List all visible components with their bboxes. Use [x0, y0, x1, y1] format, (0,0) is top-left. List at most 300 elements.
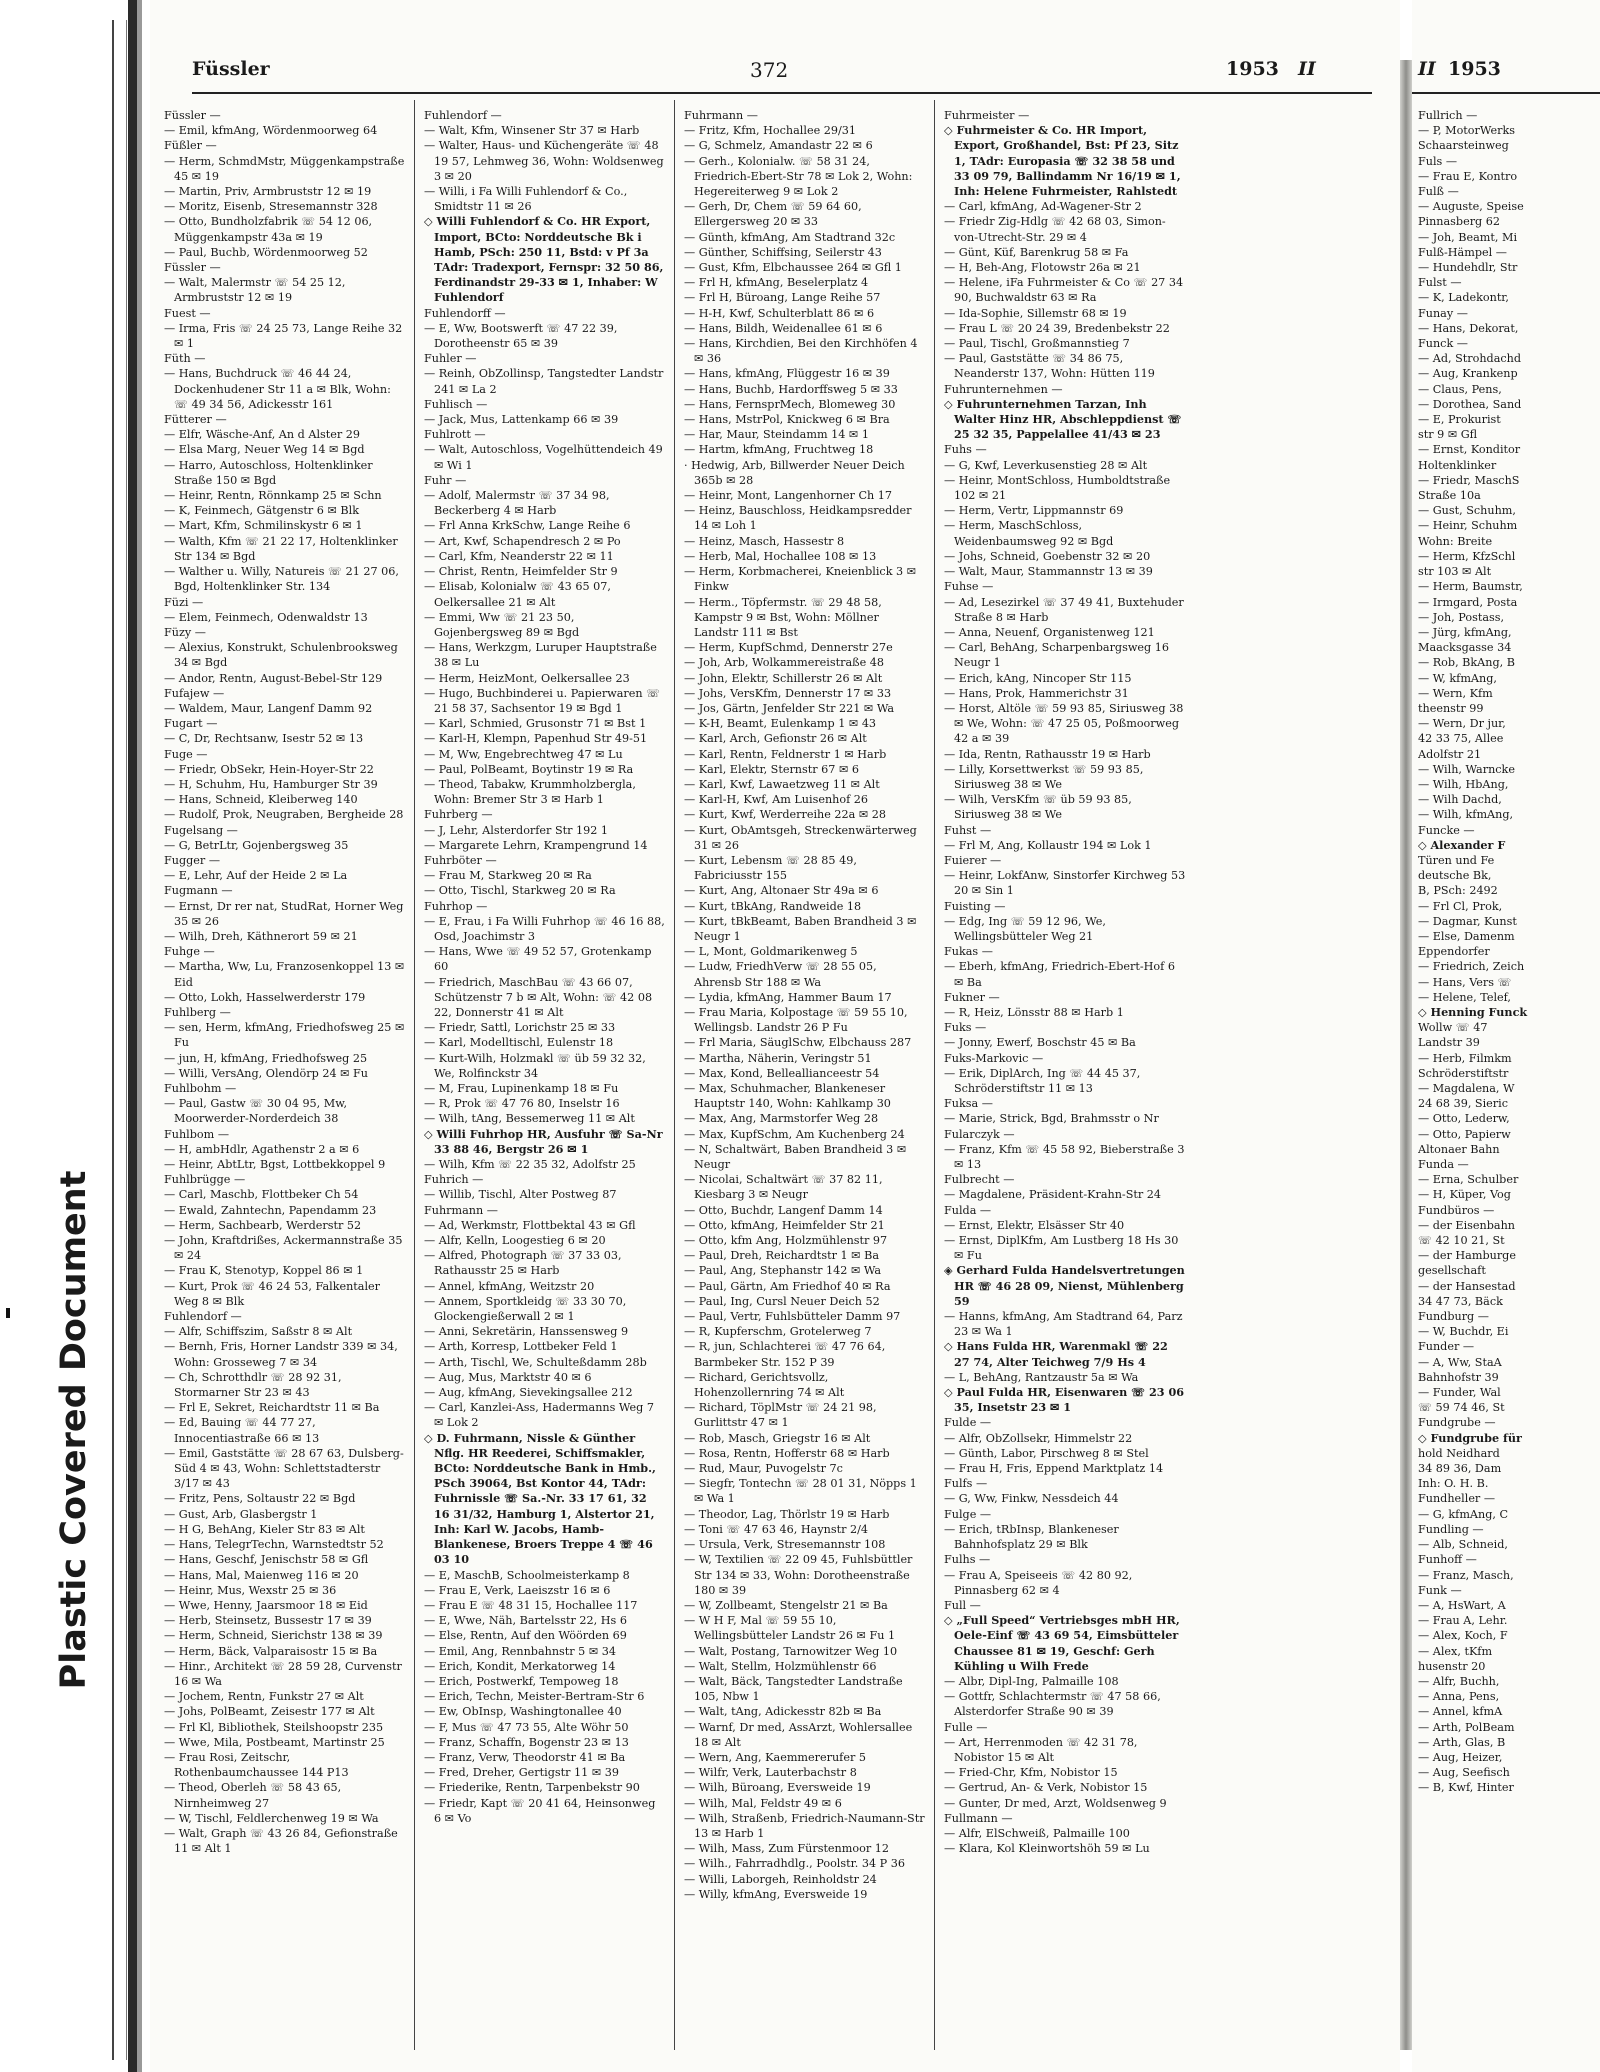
surname-heading: Fulle —	[944, 1720, 988, 1734]
directory-entry: — Walt, Graph ☏ 43 26 84, Gefionstraße 11 ✉ Alt 1	[164, 1826, 398, 1856]
directory-entry: — Rosa, Rentn, Hofferstr 68 ✉ Harb	[684, 1446, 890, 1460]
surname-heading: Fuhrmann —	[684, 109, 758, 122]
header-name: Füssler	[192, 58, 270, 80]
directory-entry: — Franz, Schaffn, Bogenstr 23 ✉ 13	[424, 1735, 629, 1749]
directory-entry: — Klara, Kol Kleinwortshöh 59 ✉ Lu	[944, 1842, 1150, 1856]
directory-entry: — F, Mus ☏ 47 73 55, Alte Wöhr 50	[424, 1720, 629, 1734]
directory-entry: — Günther, Schiffsing, Seilerstr 43	[684, 245, 882, 259]
surname-heading: Fuhlbrügge —	[164, 1173, 246, 1187]
surname-heading: Fuhrunternehmen —	[944, 382, 1063, 396]
directory-entry: 42 33 75, Allee	[1418, 732, 1504, 746]
column-divider	[674, 100, 675, 2050]
surname-heading: Fuhlbom —	[164, 1127, 230, 1141]
directory-entry: — Walt, Autoschloss, Vogelhüttendeich 49 ✉ Wi 1	[424, 443, 663, 472]
surname-heading: Fugmann —	[164, 884, 233, 898]
directory-entry: — Heinr, Mus, Wexstr 25 ✉ 36	[164, 1583, 337, 1597]
directory-entry: — Erna, Schulber	[1418, 1173, 1519, 1187]
directory-entry: — Paul, Ing, Cursl Neuer Deich 52	[684, 1294, 880, 1308]
directory-entry: — Irma, Fris ☏ 24 25 73, Lange Reihe 32 ✉ 1	[164, 321, 403, 351]
directory-entry: — Theod, Tabakw, Krummholzbergla, Wohn: Bremer Str 3 ✉ Harb 1	[424, 777, 636, 807]
directory-entry: — Paul, Gärtn, Am Friedhof 40 ✉ Ra	[684, 1279, 891, 1293]
directory-entry: — R, Prok ☏ 47 76 80, Inselstr 16	[424, 1097, 620, 1111]
directory-entry: — Max, Kond, Belleallianceestr 54	[684, 1066, 880, 1080]
header-rule	[192, 92, 1372, 94]
directory-entry: — Gerh, Dr, Chem ☏ 59 64 60, Ellergersweg 20 ✉ 33	[684, 200, 862, 229]
page-number: 372	[750, 58, 789, 82]
surname-heading: Füssler —	[164, 261, 221, 275]
directory-entry: — Wilh, VersKfm ☏ üb 59 93 85, Siriusweg 38 ✉ We	[944, 793, 1132, 822]
directory-entry: — H, Küper, Vog	[1418, 1188, 1511, 1202]
surname-heading: Fulß —	[1418, 185, 1459, 199]
directory-entry: — Aug, Heizer,	[1418, 1750, 1503, 1764]
directory-entry: — H, Beh-Ang, Flotowstr 26a ✉ 21	[944, 261, 1141, 275]
directory-entry: — Karl, Kwf, Lawaetzweg 11 ✉ Alt	[684, 777, 880, 791]
directory-entry: — Hans, Schneid, Kleiberweg 140	[164, 793, 358, 807]
firm-entry: ◇ Fuhrunternehmen Tarzan, Inh Walter Hinz HR, Abschleppdienst ☏ 25 32 35, Pappelallee 41/43 ✉ 23	[944, 396, 1182, 442]
directory-entry: — Herm, KupfSchmd, Dennerstr 27e	[684, 641, 893, 655]
directory-entry: gesellschaft	[1418, 1264, 1486, 1278]
surname-heading: Fundheller —	[1418, 1492, 1496, 1506]
directory-entry: — Kurt, ObAmtsgeh, Streckenwärterweg 31 ✉ 26	[684, 823, 917, 852]
directory-entry: — Lilly, Korsettwerkst ☏ 59 93 85, Siriusweg 38 ✉ We	[944, 762, 1144, 791]
directory-entry: — Karl, Modelltischl, Eulenstr 18	[424, 1036, 614, 1050]
directory-entry: — Otto, Lederw,	[1418, 1112, 1510, 1126]
directory-entry: — Wilh, Straßenb, Friedrich-Naumann-Str 13 ✉ Harb 1	[684, 1811, 925, 1840]
directory-entry: — Emmi, Ww ☏ 21 23 50, Gojenbergsweg 89 ✉ Bgd	[424, 610, 580, 639]
directory-entry: — Gertrud, An- & Verk, Nobistor 15	[944, 1781, 1148, 1795]
directory-entry: — Otto, Bundholzfabrik ☏ 54 12 06, Müggenkampstr 43a ✉ 19	[164, 215, 373, 244]
directory-entry: — Anni, Sekretärin, Hanssensweg 9	[424, 1325, 629, 1339]
directory-entry: Inh: O. H. B.	[1418, 1477, 1489, 1491]
directory-entry: — Kurt, Kwf, Werderreihe 22a ✉ 28	[684, 808, 887, 822]
side-label: Plastic Covered Document	[54, 1170, 94, 1690]
directory-entry: — Theodor, Lag, Thörlstr 19 ✉ Harb	[684, 1507, 890, 1521]
header-roman-next: II	[1418, 58, 1436, 80]
directory-entry: — Paul, Tischl, Großmannstieg 7	[944, 337, 1130, 351]
directory-entry: — Herm, Baumstr,	[1418, 580, 1523, 594]
directory-entry: — Frau Rosi, Zeitschr, Rothenbaumchaussee 144 P13	[164, 1750, 349, 1780]
directory-entry: — Carl, Kfm, Neanderstr 22 ✉ 11	[424, 549, 614, 563]
surname-heading: Funda —	[1418, 1158, 1469, 1172]
surname-heading: Fuhlrott —	[424, 428, 486, 442]
directory-entry: — Kurt, tBkBeamt, Baben Brandheid 3 ✉ Neugr 1	[684, 914, 917, 943]
surname-heading: Fufajew —	[164, 686, 225, 700]
directory-entry: — Hans, Buchb, Hardorffsweg 5 ✉ 33	[684, 382, 898, 396]
directory-entry: — Alfr, Buchh,	[1418, 1674, 1500, 1688]
directory-entry: — Ludw, FriedhVerw ☏ 28 55 05, Ahrensb Str 188 ✉ Wa	[684, 960, 877, 989]
directory-entry: — Martha, Ww, Lu, Franzosenkoppel 13 ✉ Eid	[164, 960, 405, 989]
directory-entry: — Herm, HeizMont, Oelkersallee 23	[424, 671, 630, 685]
directory-entry: — Frau H, Fris, Eppend Marktplatz 14	[944, 1462, 1164, 1476]
column-2	[424, 108, 666, 2068]
directory-entry: — Paul, Ang, Stephanstr 142 ✉ Wa	[684, 1264, 882, 1278]
directory-entry: — Hans, Wwe ☏ 49 52 57, Grotenkamp 60	[424, 945, 652, 974]
directory-entry: — Erik, DiplArch, Ing ☏ 44 45 37, Schröderstiftstr 11 ✉ 13	[944, 1066, 1141, 1095]
surname-heading: Fuhge —	[164, 945, 215, 959]
directory-entry: — Fritz, Pens, Soltaustr 22 ✉ Bgd	[164, 1492, 356, 1506]
directory-entry: — Frl H, Büroang, Lange Reihe 57	[684, 291, 881, 305]
directory-entry: — R, Kupferschm, Grotelerweg 7	[684, 1325, 872, 1339]
directory-entry: — Rob, Masch, Griegstr 16 ✉ Alt	[684, 1431, 871, 1445]
directory-entry: — Erich, Postwerkf, Tempoweg 18	[424, 1674, 619, 1688]
directory-entry: — Art, Kwf, Schapendresch 2 ✉ Po	[424, 534, 621, 548]
directory-entry: — Jonny, Ewerf, Boschstr 45 ✉ Ba	[944, 1036, 1136, 1050]
directory-entry: — K, Feinmech, Gätgenstr 6 ✉ Blk	[164, 504, 359, 518]
directory-entry: — Andor, Rentn, August-Bebel-Str 129	[164, 671, 383, 685]
directory-entry: — Richard, Gerichtsvollz, Hohenzollernring 74 ✉ Alt	[684, 1370, 845, 1400]
surname-heading: Funder —	[1418, 1340, 1475, 1354]
directory-entry: — Paul, Gastw ☏ 30 04 95, Mw, Moorwerder-Norderdeich 38	[164, 1097, 348, 1126]
directory-entry: — John, Kraftdrißes, Ackermannstraße 35 ✉ 24	[164, 1234, 403, 1263]
directory-entry: — Theod, Oberleh ☏ 58 43 65, Nirnheimweg 27	[164, 1781, 342, 1810]
directory-entry: — Walt, tAng, Adickesstr 82b ✉ Ba	[684, 1705, 882, 1719]
directory-entry: — Hans, TelegrTechn, Warnstedtstr 52	[164, 1538, 384, 1552]
directory-entry: — sen, Herm, kfmAng, Friedhofsweg 25 ✉ Fu	[164, 1021, 405, 1050]
directory-entry: Maacksgasse 34	[1418, 641, 1512, 655]
directory-entry: — Fried-Chr, Kfm, Nobistor 15	[944, 1766, 1118, 1780]
directory-entry: — Martin, Priv, Armbruststr 12 ✉ 19	[164, 185, 372, 199]
directory-entry: — Karl, Arch, Gefionstr 26 ✉ Alt	[684, 732, 867, 746]
directory-entry: — Herm, SchmdMstr, Müggenkampstraße 45 ✉ 19	[164, 154, 405, 183]
surname-heading: Fularczyk —	[944, 1127, 1015, 1141]
directory-entry: — Frau E ☏ 48 31 15, Hochallee 117	[424, 1598, 638, 1612]
surname-heading: Fugart —	[164, 717, 218, 731]
directory-entry: — Elfr, Wäsche-Anf, An d Alster 29	[164, 428, 361, 442]
directory-entry: — Karl-H, Klempn, Papenhud Str 49-51	[424, 732, 648, 746]
directory-entry: — Hanns, kfmAng, Am Stadtrand 64, Parz 23 ✉ Wa 1	[944, 1310, 1183, 1339]
directory-entry: — Frl Anna KrkSchw, Lange Reihe 6	[424, 519, 631, 533]
directory-entry: Türen und Fe	[1418, 853, 1495, 867]
directory-entry: — Gunter, Dr med, Arzt, Woldsenweg 9	[944, 1796, 1167, 1810]
directory-entry: — Alfr, ObZollsekr, Himmelstr 22	[944, 1431, 1133, 1445]
directory-entry: — Auguste, Speise	[1418, 200, 1524, 214]
directory-entry: — Bernh, Fris, Horner Landstr 339 ✉ 34, Wohn: Grosseweg 7 ✉ 34	[164, 1340, 398, 1369]
directory-entry: — Alfr, Schiffszim, Saßstr 8 ✉ Alt	[164, 1325, 353, 1339]
directory-entry: — Carl, Maschb, Flottbeker Ch 54	[164, 1188, 359, 1202]
directory-entry: — Alexius, Konstrukt, Schulenbrooksweg 34 ✉ Bgd	[164, 641, 398, 670]
directory-entry: — Hugo, Buchbinderei u. Papierwaren ☏ 21 58 37, Sachsentor 19 ✉ Bgd 1	[424, 686, 661, 715]
directory-entry: hold Neidhard	[1418, 1446, 1500, 1460]
directory-entry: — Funder, Wal	[1418, 1386, 1501, 1400]
directory-entry: theenstr 99	[1418, 701, 1484, 715]
directory-entry: — Franz, Masch,	[1418, 1568, 1514, 1582]
column-4	[944, 108, 1186, 2068]
directory-entry: — Ernst, Elektr, Elsässer Str 40	[944, 1218, 1125, 1232]
directory-entry: — Warnf, Dr med, AssArzt, Wohlersallee 18 ✉ Alt	[684, 1720, 913, 1749]
directory-entry: — Magdalena, W	[1418, 1082, 1515, 1095]
directory-entry: — Gust, Kfm, Elbchaussee 264 ✉ Gfl 1	[684, 261, 902, 275]
directory-entry: — Jos, Gärtn, Jenfelder Str 221 ✉ Wa	[684, 701, 895, 715]
directory-entry: — Else, Damenm	[1418, 929, 1515, 943]
directory-entry: Holtenklinker	[1418, 458, 1497, 472]
firm-entry: ◇ Willi Fuhrhop HR, Ausfuhr ☏ Sa-Nr 33 88 46, Bergstr 26 ✉ 1	[424, 1126, 663, 1156]
directory-entry: — E, Prokurist	[1418, 413, 1501, 427]
directory-entry: — Friederike, Rentn, Tarpenbekstr 90	[424, 1781, 640, 1795]
directory-entry: — Harro, Autoschloss, Holtenklinker Straße 150 ✉ Bgd	[164, 458, 373, 487]
surname-heading: Fulda —	[944, 1203, 992, 1217]
directory-entry: — Heinr, LokfAnw, Sinstorfer Kirchweg 53 20 ✉ Sin 1	[944, 869, 1186, 898]
directory-entry: — Frau K, Stenotyp, Koppel 86 ✉ 1	[164, 1264, 364, 1278]
binding-edge	[112, 20, 127, 2060]
directory-entry: ☏ 59 74 46, St	[1418, 1401, 1505, 1415]
directory-entry: — Hans, Vers ☏	[1418, 975, 1512, 989]
directory-entry: — Siegfr, Tontechn ☏ 28 01 31, Nöpps 1 ✉ Wa 1	[684, 1477, 917, 1506]
directory-entry: — Rob, BkAng, B	[1418, 656, 1515, 670]
directory-entry: Schaarsteinweg	[1418, 139, 1509, 153]
directory-entry: B, PSch: 2492	[1418, 884, 1498, 898]
directory-entry: — Kurt, Prok ☏ 46 24 53, Falkentaler Weg 8 ✉ Blk	[164, 1279, 381, 1308]
directory-entry: — Horst, Altöle ☏ 59 93 85, Siriusweg 38 ✉ We, Wohn: ☏ 47 25 05, Poßmoorweg 42 a ✉ 39	[944, 701, 1184, 746]
directory-entry: — Wern, Kfm	[1418, 686, 1493, 700]
directory-entry: — Aug, kfmAng, Sievekingsallee 212	[424, 1386, 633, 1400]
surname-heading: Fuhs —	[944, 443, 987, 457]
directory-entry: — Annel, kfmAng, Weitzstr 20	[424, 1279, 595, 1293]
directory-entry: Wollw ☏ 47	[1418, 1021, 1488, 1035]
directory-entry: — Hundehdlr, Str	[1418, 261, 1518, 275]
directory-entry: — E, Lehr, Auf der Heide 2 ✉ La	[164, 869, 348, 883]
directory-entry: — Friedr, MaschS	[1418, 473, 1520, 487]
surname-heading: Fulbrecht —	[944, 1173, 1015, 1187]
directory-entry: — Frl H, kfmAng, Beselerplatz 4	[684, 276, 869, 290]
directory-entry: — Joh, Beamt, Mi	[1418, 230, 1518, 244]
directory-entry: — Aug, Mus, Marktstr 40 ✉ 6	[424, 1370, 592, 1384]
surname-heading: Fuks —	[944, 1021, 987, 1035]
directory-entry: — Franz, Verw, Theodorstr 41 ✉ Ba	[424, 1750, 626, 1764]
directory-entry: — Moritz, Eisenb, Stresemannstr 328	[164, 200, 378, 214]
directory-entry: Pinnasberg 62	[1418, 215, 1501, 229]
directory-entry: — M, Frau, Lupinenkamp 18 ✉ Fu	[424, 1082, 619, 1095]
directory-entry: — Jack, Mus, Lattenkamp 66 ✉ 39	[424, 413, 619, 427]
directory-entry: — Paul, Gaststätte ☏ 34 86 75, Neanderstr 137, Wohn: Hütten 119	[944, 352, 1155, 381]
directory-entry: — M, Ww, Engebrechtweg 47 ✉ Lu	[424, 747, 623, 761]
directory-entry: — Gottfr, Schlachtermstr ☏ 47 58 66, Alsterdorfer Straße 90 ✉ 39	[944, 1690, 1161, 1719]
directory-entry: — Ch, Schrotthdlr ☏ 28 92 31, Stormarner Str 23 ✉ 43	[164, 1370, 342, 1400]
directory-entry: — Herm, MaschSchloss, Weidenbaumsweg 92 ✉ Bgd	[944, 519, 1114, 548]
directory-entry: — Emil, kfmAng, Wördenmoorweg 64	[164, 124, 378, 138]
directory-entry: — Wilh Dachd,	[1418, 793, 1502, 807]
cover-edge-grey	[137, 0, 142, 2072]
directory-entry: — Anna, Pens,	[1418, 1690, 1500, 1704]
directory-entry: — Frau A, Speiseeis ☏ 42 80 92, Pinnasberg 62 ✉ 4	[944, 1568, 1133, 1597]
directory-entry: — Otto, Tischl, Starkweg 20 ✉ Ra	[424, 884, 616, 898]
directory-entry: — W, Tischl, Feldlerchenweg 19 ✉ Wa	[164, 1811, 379, 1825]
directory-entry: — E, Ww, Bootswerft ☏ 47 22 39, Dorotheenstr 65 ✉ 39	[424, 321, 618, 351]
directory-entry: — K, Ladekontr,	[1418, 291, 1509, 305]
firm-entry: ◇ „Full Speed“ Vertriebsges mbH HR, Oele-Einf ☏ 43 69 54, Eimsbütteler Chaussee 81 ✉ 19, Geschf: Gerh Kühling u Wilh Frede	[944, 1613, 1180, 1673]
right-page	[1412, 0, 1600, 2072]
directory-entry: — Rudolf, Prok, Neugraben, Bergheide 28	[164, 808, 404, 822]
directory-entry: — Kurt, Lebensm ☏ 28 85 49, Fabriciusstr 155	[684, 853, 857, 883]
label-mark	[6, 1308, 10, 1318]
directory-entry: — Max, Schuhmacher, Blankeneser Hauptstr 140, Wohn: Kahlkamp 30	[684, 1082, 891, 1111]
surname-heading: Fulfs —	[944, 1477, 988, 1491]
surname-heading: Fuhrböter —	[424, 853, 497, 867]
directory-entry: husenstr 20	[1418, 1659, 1486, 1673]
surname-heading: Fuhr —	[424, 473, 467, 487]
directory-entry: — Heinr, AbtLtr, Bgst, Lottbekkoppel 9	[164, 1158, 386, 1172]
directory-entry: — Willy, kfmAng, Eversweide 19	[684, 1887, 868, 1901]
directory-entry: — Wwe, Mila, Postbeamt, Martinstr 25	[164, 1735, 385, 1749]
directory-entry: — Ad, Strohdachd	[1418, 352, 1522, 366]
directory-entry: — Otto, kfm Ang, Holzmühlenstr 97	[684, 1234, 888, 1248]
directory-entry: — Annem, Sportkleidg ☏ 33 30 70, Glockengießerwall 2 ✉ 1	[424, 1294, 627, 1324]
directory-entry: — Heinr, Mont, Langenhorner Ch 17	[684, 489, 893, 503]
directory-entry: — Hans, FernsprMech, Blomeweg 30	[684, 397, 896, 411]
directory-entry: — Otto, Papierw	[1418, 1127, 1511, 1141]
directory-entry: — Friedr, ObSekr, Hein-Hoyer-Str 22	[164, 762, 374, 776]
directory-entry: — Frl Kl, Bibliothek, Steilshoopstr 235	[164, 1720, 384, 1734]
surname-heading: Funcke —	[1418, 823, 1475, 837]
directory-entry: — Paul, PolBeamt, Boytinstr 19 ✉ Ra	[424, 762, 634, 776]
surname-heading: Fullrich —	[1418, 109, 1478, 122]
directory-entry: — Erich, tRbInsp, Blankeneser Bahnhofsplatz 29 ✉ Blk	[944, 1522, 1119, 1552]
column-1	[164, 108, 406, 2068]
directory-entry: Wohn: Breite	[1418, 534, 1493, 548]
directory-entry: — G, Ww, Finkw, Nessdeich 44	[944, 1492, 1119, 1506]
surname-heading: Fuhrmann —	[424, 1203, 498, 1217]
directory-entry: — G, kfmAng, C	[1418, 1507, 1509, 1521]
surname-heading: Fuge —	[164, 747, 208, 761]
directory-entry: deutsche Bk,	[1418, 869, 1492, 883]
directory-entry: — Walt, Kfm, Winsener Str 37 ✉ Harb	[424, 124, 640, 138]
directory-entry: — Herb, Filmkm	[1418, 1051, 1512, 1065]
directory-entry: — Margarete Lehrn, Krampengrund 14	[424, 838, 648, 852]
directory-entry: — Wilh, Büroang, Eversweide 19	[684, 1781, 871, 1795]
directory-entry: — Hans, Bildh, Weidenallee 61 ✉ 6	[684, 321, 883, 335]
firm-entry: ◇ Henning Funck	[1418, 1004, 1528, 1019]
directory-entry: — Claus, Pens,	[1418, 382, 1502, 396]
firm-entry: ◈ Gerhard Fulda Handelsvertretungen HR ☏ 46 28 09, Nienst, Mühlenberg 59	[944, 1263, 1185, 1308]
directory-entry: — Ernst, Dr rer nat, StudRat, Horner Weg 35 ✉ 26	[164, 899, 404, 928]
firm-entry: ◇ Paul Fulda HR, Eisenwaren ☏ 23 06 35, Insetstr 23 ✉ 1	[944, 1385, 1185, 1415]
directory-entry: — der Eisenbahn	[1418, 1218, 1515, 1232]
header-roman: II	[1298, 58, 1316, 80]
surname-heading: Fundbüros —	[1418, 1203, 1495, 1217]
directory-entry: — Lydia, kfmAng, Hammer Baum 17	[684, 990, 892, 1004]
directory-entry: — Hans, MstrPol, Knickweg 6 ✉ Bra	[684, 413, 890, 427]
directory-entry: — Richard, TöplMstr ☏ 24 21 98, Gurlittstr 47 ✉ 1	[684, 1401, 877, 1430]
surname-heading: Fuierer —	[944, 853, 1002, 867]
directory-entry: — Frl E, Sekret, Reichardtstr 11 ✉ Ba	[164, 1401, 380, 1415]
directory-entry: — jun, H, kfmAng, Friedhofsweg 25	[164, 1051, 368, 1065]
directory-entry: — Joh, Arb, Wolkammereistraße 48	[684, 656, 885, 670]
directory-entry: — H G, BehAng, Kieler Str 83 ✉ Alt	[164, 1522, 365, 1536]
directory-entry: — Martha, Näherin, Veringstr 51	[684, 1051, 872, 1065]
directory-entry: — Hans, Dekorat,	[1418, 321, 1519, 335]
surname-heading: Fugelsang —	[164, 823, 238, 837]
directory-entry: — Albr, Dipl-Ing, Palmaille 108	[944, 1674, 1119, 1688]
directory-entry: — Kurt-Wilh, Holzmakl ☏ üb 59 32 32, We, Rolfinckstr 34	[424, 1051, 646, 1080]
directory-entry: Eppendorfer	[1418, 945, 1490, 959]
directory-entry: — Helene, iFa Fuhrmeister & Co ☏ 27 34 90, Buchwaldstr 63 ✉ Ra	[944, 276, 1184, 305]
directory-entry: — der Hansestad	[1418, 1279, 1516, 1293]
directory-entry: — Herm, Bäck, Valparaisostr 15 ✉ Ba	[164, 1644, 378, 1658]
directory-entry: — Arth, Tischl, We, Schulteßdamm 28b	[424, 1355, 647, 1369]
directory-entry: — A, HsWart, A	[1418, 1598, 1506, 1612]
column-divider	[414, 100, 415, 2050]
directory-entry: — Walt, Malermstr ☏ 54 25 12, Armbruststr 12 ✉ 19	[164, 276, 346, 305]
directory-entry: — Herm, Vertr, Lippmannstr 69	[944, 504, 1124, 518]
directory-entry: — Hans, Mal, Maienweg 116 ✉ 20	[164, 1568, 359, 1582]
directory-entry: — Heinz, Masch, Hassestr 8	[684, 534, 845, 548]
surname-heading: Funk —	[1418, 1583, 1462, 1597]
directory-entry: — Dagmar, Kunst	[1418, 914, 1517, 928]
surname-heading: Füth —	[164, 352, 206, 366]
directory-entry: — Hinr., Architekt ☏ 28 59 28, Curvenstr 16 ✉ Wa	[164, 1659, 402, 1688]
directory-entry: — Herm., Töpfermstr. ☏ 29 48 58, Kampstr 9 ✉ Bst, Wohn: Möllner Landstr 111 ✉ Bst	[684, 595, 882, 639]
directory-entry: — Annel, kfmA	[1418, 1705, 1503, 1719]
directory-entry: Straße 10a	[1418, 489, 1481, 503]
directory-entry: — B, Kwf, Hinter	[1418, 1781, 1514, 1795]
directory-entry: Bahnhofstr 39	[1418, 1370, 1499, 1384]
surname-heading: Fuhlendorf —	[424, 109, 502, 122]
directory-entry: — Herb, Steinsetz, Bussestr 17 ✉ 39	[164, 1614, 372, 1628]
directory-entry: — Ewald, Zahntechn, Papendamm 23	[164, 1203, 377, 1217]
directory-entry: — Johs, VersKfm, Dennerstr 17 ✉ 33	[684, 686, 892, 700]
directory-entry: — Arth, PolBeam	[1418, 1720, 1515, 1734]
directory-entry: — Otto, Lokh, Hasselwerderstr 179	[164, 990, 366, 1004]
directory-entry: — Magdalene, Präsident-Krahn-Str 24	[944, 1188, 1161, 1202]
directory-entry: — Wilh, Kfm ☏ 22 35 32, Adolfstr 25	[424, 1158, 636, 1172]
directory-entry: — Gust, Arb, Glasbergstr 1	[164, 1507, 318, 1521]
directory-entry: — Günt, Küf, Barenkrug 58 ✉ Fa	[944, 245, 1129, 259]
directory-entry: — Herm, Korbmacherei, Kneienblick 3 ✉ Finkw	[684, 565, 917, 594]
directory-entry: — Franz, Kfm ☏ 45 58 92, Bieberstraße 3 ✉ 13	[944, 1142, 1185, 1172]
surname-heading: Fundgrube —	[1418, 1416, 1496, 1430]
column-divider	[934, 100, 935, 2050]
surname-heading: Fulde —	[944, 1416, 992, 1430]
directory-entry: — Ida-Sophie, Sillemstr 68 ✉ 19	[944, 306, 1127, 320]
surname-heading: Fuks-Markovic —	[944, 1051, 1044, 1065]
surname-heading: Full —	[944, 1598, 981, 1612]
directory-entry: — Elsa Marg, Neuer Weg 14 ✉ Bgd	[164, 443, 365, 457]
directory-entry: — Kurt, Ang, Altonaer Str 49a ✉ 6	[684, 884, 879, 898]
directory-entry: — Hans, Geschf, Jenischstr 58 ✉ Gfl	[164, 1553, 369, 1567]
directory-entry: — Wern, Ang, Kaemmererufer 5	[684, 1750, 866, 1764]
directory-entry: — Wilh, Dreh, Käthnerort 59 ✉ 21	[164, 929, 358, 943]
directory-entry: — Carl, kfmAng, Ad-Wagener-Str 2	[944, 200, 1142, 214]
directory-entry: — W H F, Mal ☏ 59 55 10, Wellingsbütteler Landstr 26 ✉ Fu 1	[684, 1614, 896, 1643]
cover-edge-dark	[128, 0, 137, 2072]
directory-entry: — Gerh., Kolonialw. ☏ 58 31 24, Friedrich-Ebert-Str 78 ✉ Lok 2, Wohn: Hegereiterweg 9 ✉ Lok 2	[684, 154, 913, 199]
surname-heading: Fundburg —	[1418, 1310, 1489, 1324]
directory-entry: — Ad, Werkmstr, Flottbektal 43 ✉ Gfl	[424, 1218, 636, 1232]
surname-heading: Fuls —	[1418, 154, 1458, 168]
directory-entry: — Ew, ObInsp, Washingtonallee 40	[424, 1705, 622, 1719]
surname-heading: Funck —	[1418, 337, 1468, 351]
directory-entry: — Frau E, Verk, Laeiszstr 16 ✉ 6	[424, 1583, 611, 1597]
surname-heading: Fuhrhop —	[424, 899, 488, 913]
surname-heading: Fuisting —	[944, 899, 1006, 913]
directory-entry: — Paul, Vertr, Fuhlsbütteler Damm 97	[684, 1310, 901, 1324]
directory-entry: — H-H, Kwf, Schulterblatt 86 ✉ 6	[684, 306, 875, 320]
directory-entry: — Walth, Kfm ☏ 21 22 17, Holtenklinker Str 134 ✉ Bgd	[164, 534, 398, 563]
directory-entry: — Alb, Schneid,	[1418, 1538, 1508, 1552]
directory-entry: — G, BetrLtr, Gojenbergsweg 35	[164, 838, 349, 852]
directory-entry: — Walt, Stellm, Holzmühlenstr 66	[684, 1659, 877, 1673]
directory-entry: — Heinz, Bauschloss, Heidkampsredder 14 ✉ Loh 1	[684, 504, 912, 533]
firm-entry: ◇ Fundgrube für	[1418, 1430, 1522, 1445]
directory-entry: — Alfr, ElSchweiß, Palmaille 100	[944, 1826, 1130, 1840]
directory-entry: — Emil, Gaststätte ☏ 28 67 63, Dulsberg-Süd 4 ✉ 43, Wohn: Schlettstadterstr 3/17 ✉ 43	[164, 1446, 404, 1491]
directory-entry: — Herb, Mal, Hochallee 108 ✉ 13	[684, 549, 877, 563]
directory-entry: — Arth, Korresp, Lottbeker Feld 1	[424, 1340, 618, 1354]
directory-entry: — Karl, Schmied, Grusonstr 71 ✉ Bst 1	[424, 717, 647, 731]
directory-entry: — Jürg, kfmAng,	[1418, 625, 1512, 639]
directory-entry: — Wilh, Warncke	[1418, 762, 1515, 776]
directory-entry: 34 47 73, Bäck	[1418, 1294, 1503, 1308]
header-rule-next	[1412, 92, 1600, 94]
